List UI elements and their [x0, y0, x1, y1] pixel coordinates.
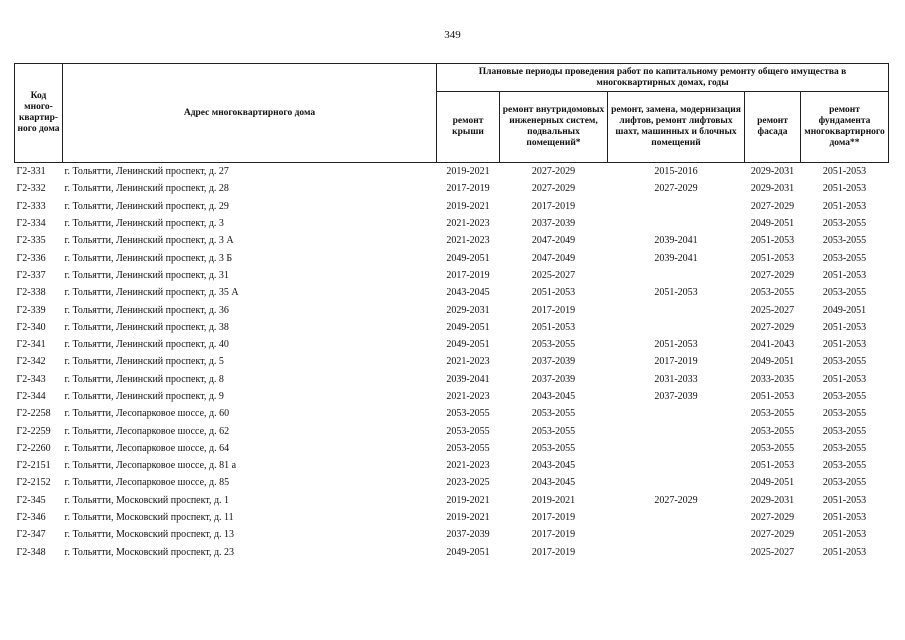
cell-foundation: 2051-2053 — [822, 546, 867, 558]
cell-systems: 2027-2029 — [531, 166, 576, 178]
cell-roof: 2029-2031 — [446, 304, 490, 316]
table-row — [15, 336, 889, 353]
cell-address: г. Тольятти, Ленинский проспект, д. 3 — [64, 218, 224, 230]
cell-facade: 2049-2051 — [750, 356, 795, 368]
cell-roof: 2019-2021 — [446, 200, 490, 212]
cell-systems: 2051-2053 — [531, 321, 576, 333]
header-address: Адрес многоквартирного дома — [63, 64, 437, 163]
cell-systems: 2047-2049 — [531, 235, 576, 247]
cell-facade: 2029-2031 — [750, 166, 795, 178]
cell-roof: 2019-2021 — [446, 166, 490, 178]
cell-code: Г2-334 — [16, 218, 46, 230]
cell-facade: 2025-2027 — [750, 304, 795, 316]
cell-code: Г2-338 — [16, 287, 46, 299]
cell-facade: 2033-2035 — [750, 373, 795, 385]
cell-systems: 2053-2055 — [531, 442, 576, 454]
cell-address: г. Тольятти, Московский проспект, д. 1 — [64, 494, 230, 506]
cell-address: г. Тольятти, Ленинский проспект, д. 27 — [64, 166, 229, 178]
cell-roof: 2017-2019 — [446, 183, 490, 195]
cell-systems: 2053-2055 — [531, 425, 576, 437]
page-number: 349 — [444, 29, 461, 41]
cell-foundation: 2051-2053 — [822, 200, 867, 212]
cell-roof: 2019-2021 — [446, 494, 490, 506]
cell-roof: 2017-2019 — [446, 269, 490, 281]
cell-address: г. Тольятти, Ленинский проспект, д. 5 — [64, 356, 224, 368]
cell-facade: 2027-2029 — [750, 529, 795, 541]
table-row — [15, 371, 889, 388]
cell-elevators — [608, 544, 745, 561]
cell-facade: 2027-2029 — [750, 321, 795, 333]
cell-foundation: 2051-2053 — [822, 321, 867, 333]
cell-elevators — [608, 440, 745, 457]
cell-code: Г2-335 — [16, 235, 46, 247]
cell-facade: 2041-2043 — [750, 339, 795, 351]
cell-elevators: 2031-2033 — [654, 373, 698, 385]
cell-foundation: 2053-2055 — [822, 391, 867, 402]
cell-roof: 2019-2021 — [446, 512, 490, 524]
cell-elevators — [608, 267, 745, 284]
table-row — [15, 457, 889, 474]
cell-address: г. Тольятти, Ленинский проспект, д. 8 — [64, 373, 224, 385]
cell-facade: 2025-2027 — [750, 546, 795, 558]
cell-foundation: 2051-2053 — [822, 512, 867, 524]
cell-facade: 2051-2053 — [750, 460, 795, 472]
cell-code: Г2-331 — [16, 166, 46, 178]
cell-code: Г2-346 — [16, 512, 46, 524]
cell-elevators — [608, 526, 745, 543]
cell-foundation: 2051-2053 — [822, 373, 867, 385]
cell-roof: 2053-2055 — [446, 408, 490, 420]
cell-code: Г2-347 — [16, 529, 46, 541]
cell-facade: 2051-2053 — [750, 235, 795, 247]
table-row — [15, 232, 889, 249]
cell-facade: 2053-2055 — [750, 425, 795, 437]
cell-elevators: 2051-2053 — [654, 339, 698, 351]
cell-elevators — [608, 457, 745, 474]
cell-address: г. Тольятти, Ленинский проспект, д. 31 — [64, 269, 229, 281]
cell-systems: 2025-2027 — [531, 269, 576, 281]
cell-elevators — [608, 215, 745, 232]
cell-elevators: 2015-2016 — [654, 166, 698, 178]
header-facade: ремонт фасада — [745, 92, 801, 163]
cell-foundation: 2053-2055 — [822, 442, 867, 454]
cell-facade: 2049-2051 — [750, 218, 795, 230]
cell-elevators: 2039-2041 — [654, 235, 698, 247]
cell-roof: 2037-2039 — [446, 529, 490, 541]
cell-address: г. Тольятти, Лесопарковое шоссе, д. 81 а — [64, 460, 237, 472]
cell-code: Г2-342 — [16, 356, 46, 368]
cell-facade: 2027-2029 — [750, 512, 795, 524]
cell-foundation: 2053-2055 — [822, 218, 867, 230]
cell-foundation: 2051-2053 — [822, 339, 867, 351]
cell-systems: 2047-2049 — [531, 252, 576, 264]
header-group: Плановые периоды проведения работ по капитальному ремонту общего имущества в многоквартирных домах, годы — [437, 64, 889, 92]
cell-elevators — [608, 198, 745, 215]
cell-systems: 2037-2039 — [531, 356, 576, 368]
cell-code: Г2-339 — [16, 304, 46, 316]
cell-systems: 2027-2029 — [531, 183, 576, 195]
cell-foundation: 2053-2055 — [822, 460, 867, 472]
table-row — [15, 198, 889, 215]
header-elevators: ремонт, замена, модернизация лифтов, ремонт лифтовых шахт, машинных и блочных помещений — [608, 92, 745, 163]
cell-code: Г2-348 — [16, 546, 46, 558]
cell-foundation: 2051-2053 — [822, 166, 867, 178]
cell-code: Г2-2260 — [16, 442, 51, 454]
cell-systems: 2017-2019 — [531, 546, 576, 558]
cell-code: Г2-340 — [16, 321, 46, 333]
cell-roof: 2053-2055 — [446, 442, 490, 454]
cell-address: г. Тольятти, Лесопарковое шоссе, д. 85 — [64, 477, 230, 489]
cell-foundation: 2053-2055 — [822, 477, 867, 489]
table-row — [15, 249, 889, 266]
cell-systems: 2017-2019 — [531, 529, 576, 541]
cell-code: Г2-332 — [16, 183, 46, 195]
cell-address: г. Тольятти, Ленинский проспект, д. 38 — [64, 321, 229, 333]
table-body — [15, 163, 889, 561]
cell-code: Г2-344 — [16, 391, 46, 402]
cell-systems: 2017-2019 — [531, 304, 576, 316]
cell-elevators: 2017-2019 — [654, 356, 698, 368]
table-row — [15, 180, 889, 197]
cell-foundation: 2051-2053 — [822, 183, 867, 195]
table-row — [15, 301, 889, 318]
cell-elevators — [608, 319, 745, 336]
cell-systems: 2043-2045 — [531, 477, 576, 489]
table-row — [15, 474, 889, 491]
cell-roof: 2039-2041 — [446, 373, 490, 385]
table-row — [15, 353, 889, 370]
capital-repair-table — [14, 63, 889, 561]
cell-elevators: 2027-2029 — [654, 183, 698, 195]
cell-roof: 2049-2051 — [446, 321, 490, 333]
cell-facade: 2027-2029 — [750, 200, 795, 212]
header-foundation: ремонт фундамента многоквартирного дома** — [801, 92, 889, 163]
cell-elevators — [608, 405, 745, 422]
cell-foundation: 2053-2055 — [822, 287, 867, 299]
cell-address: г. Тольятти, Московский проспект, д. 13 — [64, 529, 235, 541]
cell-systems: 2037-2039 — [531, 218, 576, 230]
cell-facade: 2029-2031 — [750, 494, 795, 506]
table-row — [15, 215, 889, 232]
cell-systems: 2053-2055 — [531, 408, 576, 420]
cell-address: г. Тольятти, Лесопарковое шоссе, д. 62 — [64, 425, 230, 437]
cell-address: г. Тольятти, Ленинский проспект, д. 40 — [64, 339, 229, 351]
cell-elevators: 2027-2029 — [654, 494, 698, 506]
cell-foundation: 2053-2055 — [822, 408, 867, 420]
cell-elevators — [608, 509, 745, 526]
cell-systems: 2053-2055 — [531, 339, 576, 351]
cell-facade: 2029-2031 — [750, 183, 795, 195]
cell-code: Г2-2152 — [16, 477, 51, 489]
cell-elevators: 2039-2041 — [654, 252, 698, 264]
cell-address: г. Тольятти, Ленинский проспект, д. 35 А — [64, 287, 239, 299]
cell-roof: 2021-2023 — [446, 218, 490, 230]
cell-systems: 2051-2053 — [531, 287, 576, 299]
cell-code: Г2-337 — [16, 269, 46, 281]
cell-roof: 2021-2023 — [446, 356, 490, 368]
cell-code: Г2-2151 — [16, 460, 51, 472]
cell-code: Г2-336 — [16, 252, 46, 264]
cell-facade: 2053-2055 — [750, 442, 795, 454]
cell-roof: 2049-2051 — [446, 252, 490, 264]
cell-roof: 2043-2045 — [446, 287, 490, 299]
table-row — [15, 388, 889, 405]
cell-code: Г2-345 — [16, 494, 46, 506]
cell-systems: 2017-2019 — [531, 200, 576, 212]
cell-roof: 2021-2023 — [446, 460, 490, 472]
cell-facade: 2051-2053 — [750, 252, 795, 264]
table-row — [15, 526, 889, 543]
cell-code: Г2-2258 — [16, 408, 51, 420]
cell-roof: 2021-2023 — [446, 391, 490, 402]
cell-systems: 2017-2019 — [531, 512, 576, 524]
cell-elevators — [608, 474, 745, 491]
cell-elevators — [608, 301, 745, 318]
cell-address: г. Тольятти, Ленинский проспект, д. 9 — [64, 391, 224, 402]
cell-address: г. Тольятти, Ленинский проспект, д. 3 Б — [64, 252, 233, 264]
cell-address: г. Тольятти, Московский проспект, д. 23 — [64, 546, 235, 558]
cell-address: г. Тольятти, Ленинский проспект, д. 36 — [64, 304, 229, 316]
table-row — [15, 544, 889, 561]
cell-code: Г2-341 — [16, 339, 46, 351]
cell-foundation: 2053-2055 — [822, 235, 867, 247]
cell-systems: 2019-2021 — [531, 494, 576, 506]
table-row — [15, 163, 889, 181]
cell-elevators: 2037-2039 — [654, 391, 698, 402]
cell-facade: 2049-2051 — [750, 477, 795, 489]
cell-facade: 2051-2053 — [750, 391, 795, 402]
cell-address: г. Тольятти, Ленинский проспект, д. 29 — [64, 200, 229, 212]
cell-roof: 2021-2023 — [446, 235, 490, 247]
cell-roof: 2049-2051 — [446, 339, 490, 351]
cell-foundation: 2051-2053 — [822, 269, 867, 281]
cell-roof: 2049-2051 — [446, 546, 490, 558]
cell-elevators — [608, 422, 745, 439]
table-row — [15, 267, 889, 284]
cell-code: Г2-333 — [16, 200, 46, 212]
cell-roof: 2053-2055 — [446, 425, 490, 437]
table-row — [15, 284, 889, 301]
cell-address: г. Тольятти, Лесопарковое шоссе, д. 64 — [64, 442, 230, 454]
cell-foundation: 2053-2055 — [822, 252, 867, 264]
cell-systems: 2043-2045 — [531, 460, 576, 472]
cell-foundation: 2053-2055 — [822, 425, 867, 437]
header-roof: ремонт крыши — [437, 92, 500, 163]
table-row — [15, 319, 889, 336]
cell-foundation: 2053-2055 — [822, 356, 867, 368]
cell-foundation: 2051-2053 — [822, 529, 867, 541]
cell-systems: 2037-2039 — [531, 373, 576, 385]
header-systems: ремонт внутридомовых инженерных систем, подвальных помещений* — [500, 92, 608, 163]
cell-foundation: 2049-2051 — [822, 304, 867, 316]
cell-elevators: 2051-2053 — [654, 287, 698, 299]
cell-address: г. Тольятти, Ленинский проспект, д. 28 — [64, 183, 229, 195]
header-code: Код много-квартир-ного дома — [15, 64, 63, 163]
table-row — [15, 440, 889, 457]
cell-address: г. Тольятти, Московский проспект, д. 11 — [64, 512, 234, 524]
table-row — [15, 405, 889, 422]
cell-address: г. Тольятти, Ленинский проспект, д. 3 А — [64, 235, 234, 247]
table-row — [15, 422, 889, 439]
cell-systems: 2043-2045 — [531, 391, 576, 402]
cell-roof: 2023-2025 — [446, 477, 490, 489]
cell-code: Г2-343 — [16, 373, 46, 385]
table-row — [15, 509, 889, 526]
cell-facade: 2027-2029 — [750, 269, 795, 281]
cell-foundation: 2051-2053 — [822, 494, 867, 506]
cell-address: г. Тольятти, Лесопарковое шоссе, д. 60 — [64, 408, 230, 420]
cell-code: Г2-2259 — [16, 425, 51, 437]
cell-facade: 2053-2055 — [750, 408, 795, 420]
cell-facade: 2053-2055 — [750, 287, 795, 299]
table-row — [15, 492, 889, 509]
